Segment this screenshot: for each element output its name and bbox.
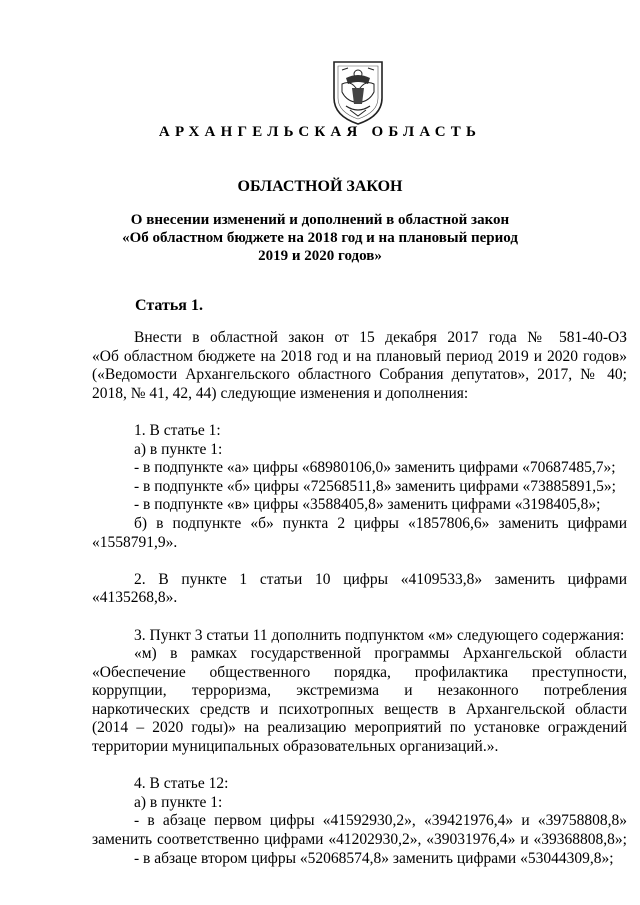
intro-line: «Об областном бюджете на 2018 год и на плановый период 2019 и 2020 годов»: [92, 347, 627, 365]
article-heading: Статья 1.: [135, 297, 203, 314]
intro-line: 2018, № 41, 42, 44) следующие изменения и дополнения:: [92, 384, 469, 402]
document-type: ОБЛАСТНОЙ ЗАКОН: [237, 178, 403, 195]
region-name: АРХАНГЕЛЬСКАЯ ОБЛАСТЬ: [158, 124, 482, 140]
law-title-line: О внесении изменений и дополнений в областной закон: [130, 212, 510, 228]
coat-of-arms-icon: [328, 58, 388, 126]
item1-line: а) в пункте 1:: [134, 440, 223, 458]
law-title: [0, 211, 640, 265]
item3-line: (2014 – 2020 годы)» на реализацию мероприятий по установке ограждений: [92, 719, 627, 737]
item4-line: заменить соответственно цифрами «41202930,2», «39031976,4» и «39368808,8»;: [92, 831, 627, 849]
item3-line: территории муниципальных образовательных организаций.».: [92, 738, 499, 756]
item4-line: а) в пункте 1:: [134, 793, 223, 811]
item3-line: 3. Пункт 3 статьи 11 дополнить подпунктом «м» следующего содержания:: [134, 626, 625, 644]
intro-line: («Ведомости Архангельского областного Собрания депутатов», 2017, № 40;: [92, 366, 627, 384]
item4-line: 4. В статье 12:: [134, 775, 229, 793]
item1-line: - в подпункте «а» цифры «68980106,0» заменить цифрами «70687485,7»;: [134, 459, 616, 477]
item4-line: - в абзаце втором цифры «52068574,8» заменить цифрами «53044309,8»;: [134, 849, 614, 867]
item1-line: - в подпункте «в» цифры «3588405,8» заменить цифрами «3198405,8»;: [134, 496, 601, 514]
item3-line: коррупции, терроризма, экстремизма и незаконного потребления: [92, 682, 627, 700]
item1-line: - в подпункте «б» цифры «72568511,8» заменить цифрами «73885891,5»;: [134, 477, 616, 495]
article-body: [92, 329, 627, 868]
item1-line: б) в подпункте «б» пункта 2 цифры «1857806,6» заменить цифрами: [134, 514, 627, 532]
law-title-line: 2019 и 2020 годов»: [258, 248, 382, 264]
item4-line: - в абзаце первом цифры «41592930,2», «39421976,4» и «39758808,8»: [134, 812, 627, 830]
item2-line: 2. В пункте 1 статьи 10 цифры «4109533,8» заменить цифрами: [134, 570, 627, 588]
item3-line: «Обеспечение общественного порядка, профилактика преступности,: [92, 663, 627, 681]
intro-line: Внести в областной закон от 15 декабря 2017 года № 581-40-ОЗ: [134, 329, 627, 346]
item2-line: «4135268,8».: [92, 589, 178, 607]
item3-line: наркотических средств и психотропных веществ в Архангельской области: [92, 700, 627, 718]
item1-line: «1558791,9».: [92, 533, 178, 551]
item3-line: «м) в рамках государственной программы Архангельской области: [134, 645, 627, 663]
law-title-line: «Об областном бюджете на 2018 год и на плановый период: [122, 230, 518, 246]
item1-line: 1. В статье 1:: [134, 421, 221, 439]
